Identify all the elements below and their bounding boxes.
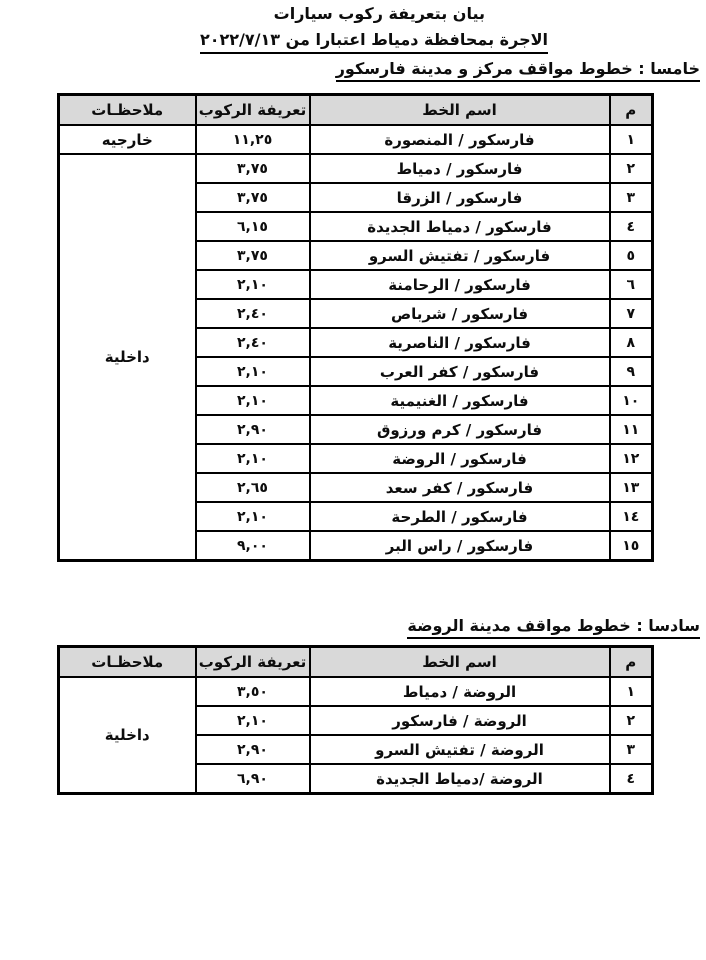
- fare-cell: ٩,٠٠: [196, 531, 310, 561]
- num-cell: ٣: [610, 183, 653, 212]
- col-header-notes: ملاحظـات: [59, 647, 196, 678]
- fare-cell: ٢,٩٠: [196, 735, 310, 764]
- fare-cell: ٢,١٠: [196, 270, 310, 299]
- line-name-cell: فارسكور / الغنيمية: [310, 386, 610, 415]
- num-cell: ٧: [610, 299, 653, 328]
- col-header-num: م: [610, 95, 653, 126]
- fare-cell: ٦,٩٠: [196, 764, 310, 794]
- num-cell: ٥: [610, 241, 653, 270]
- table-row: [59, 125, 653, 154]
- num-cell: ١٤: [610, 502, 653, 531]
- num-cell: ٢: [610, 154, 653, 183]
- num-cell: ٤: [610, 212, 653, 241]
- section-6-heading: سادسا : خطوط مواقف مدينة الروضة: [407, 616, 700, 639]
- line-name-cell: فارسكور / دمياط الجديدة: [310, 212, 610, 241]
- num-cell: ١١: [610, 415, 653, 444]
- num-cell: ١٢: [610, 444, 653, 473]
- num-cell: ٤: [610, 764, 653, 794]
- table-row: [59, 677, 653, 706]
- fare-cell: ٢,١٠: [196, 444, 310, 473]
- num-cell: ١: [610, 125, 653, 154]
- line-name-cell: فارسكور / كفر سعد: [310, 473, 610, 502]
- fare-cell: ٦,١٥: [196, 212, 310, 241]
- section-5-heading: خامسا : خطوط مواقف مركز و مدينة فارسكور: [336, 59, 700, 82]
- num-cell: ٨: [610, 328, 653, 357]
- line-name-cell: فارسكور / كفر العرب: [310, 357, 610, 386]
- fare-cell: ٢,١٠: [196, 386, 310, 415]
- num-cell: ٢: [610, 706, 653, 735]
- line-name-cell: فارسكور / الرحامنة: [310, 270, 610, 299]
- table-header-row: [59, 95, 653, 126]
- line-name-cell: فارسكور / الناصرية: [310, 328, 610, 357]
- num-cell: ١٥: [610, 531, 653, 561]
- col-header-notes: ملاحظـات: [59, 95, 196, 126]
- fare-cell: ٢,١٠: [196, 357, 310, 386]
- col-header-num: م: [610, 647, 653, 678]
- fare-cell: ٣,٧٥: [196, 241, 310, 270]
- fare-cell: ٢,٩٠: [196, 415, 310, 444]
- num-cell: ١: [610, 677, 653, 706]
- document-title: بيان بتعريفة ركوب سيارات: [273, 4, 485, 23]
- fare-cell: ٢,١٠: [196, 502, 310, 531]
- col-header-line: اسم الخط: [310, 647, 610, 678]
- fare-cell: ٢,١٠: [196, 706, 310, 735]
- line-name-cell: فارسكور / راس البر: [310, 531, 610, 561]
- notes-cell: خارجيه: [59, 125, 196, 154]
- num-cell: ٦: [610, 270, 653, 299]
- num-cell: ١٣: [610, 473, 653, 502]
- line-name-cell: الروضة / تفتيش السرو: [310, 735, 610, 764]
- fare-cell: ٣,٧٥: [196, 154, 310, 183]
- line-name-cell: فارسكور / الزرقا: [310, 183, 610, 212]
- fare-cell: ٢,٤٠: [196, 299, 310, 328]
- num-cell: ٣: [610, 735, 653, 764]
- line-name-cell: فارسكور / تفتيش السرو: [310, 241, 610, 270]
- line-name-cell: فارسكور / الطرحة: [310, 502, 610, 531]
- num-cell: ٩: [610, 357, 653, 386]
- col-header-fare: تعريفة الركوب: [196, 647, 310, 678]
- fare-cell: ١١,٢٥: [196, 125, 310, 154]
- notes-cell: داخلية: [59, 677, 196, 794]
- table-row: [59, 154, 653, 183]
- fare-cell: ٢,٦٥: [196, 473, 310, 502]
- fares-table-rawda: [57, 645, 654, 795]
- line-name-cell: الروضة / دمياط: [310, 677, 610, 706]
- table-header-row: [59, 647, 653, 678]
- fare-cell: ٣,٧٥: [196, 183, 310, 212]
- line-name-cell: فارسكور / المنصورة: [310, 125, 610, 154]
- col-header-fare: تعريفة الركوب: [196, 95, 310, 126]
- fares-table-faraskour: [57, 93, 654, 562]
- line-name-cell: الروضة / فارسكور: [310, 706, 610, 735]
- fare-cell: ٣,٥٠: [196, 677, 310, 706]
- line-name-cell: الروضة /دمياط الجديدة: [310, 764, 610, 794]
- line-name-cell: فارسكور / كرم ورزوق: [310, 415, 610, 444]
- notes-cell: داخلية: [59, 154, 196, 561]
- line-name-cell: فارسكور / الروضة: [310, 444, 610, 473]
- col-header-line: اسم الخط: [310, 95, 610, 126]
- line-name-cell: فارسكور / شرباص: [310, 299, 610, 328]
- fare-cell: ٢,٤٠: [196, 328, 310, 357]
- line-name-cell: فارسكور / دمياط: [310, 154, 610, 183]
- num-cell: ١٠: [610, 386, 653, 415]
- document-subtitle: الاجرة بمحافظة دمياط اعتبارا من ٢٠٢٢/٧/١٣: [200, 30, 548, 54]
